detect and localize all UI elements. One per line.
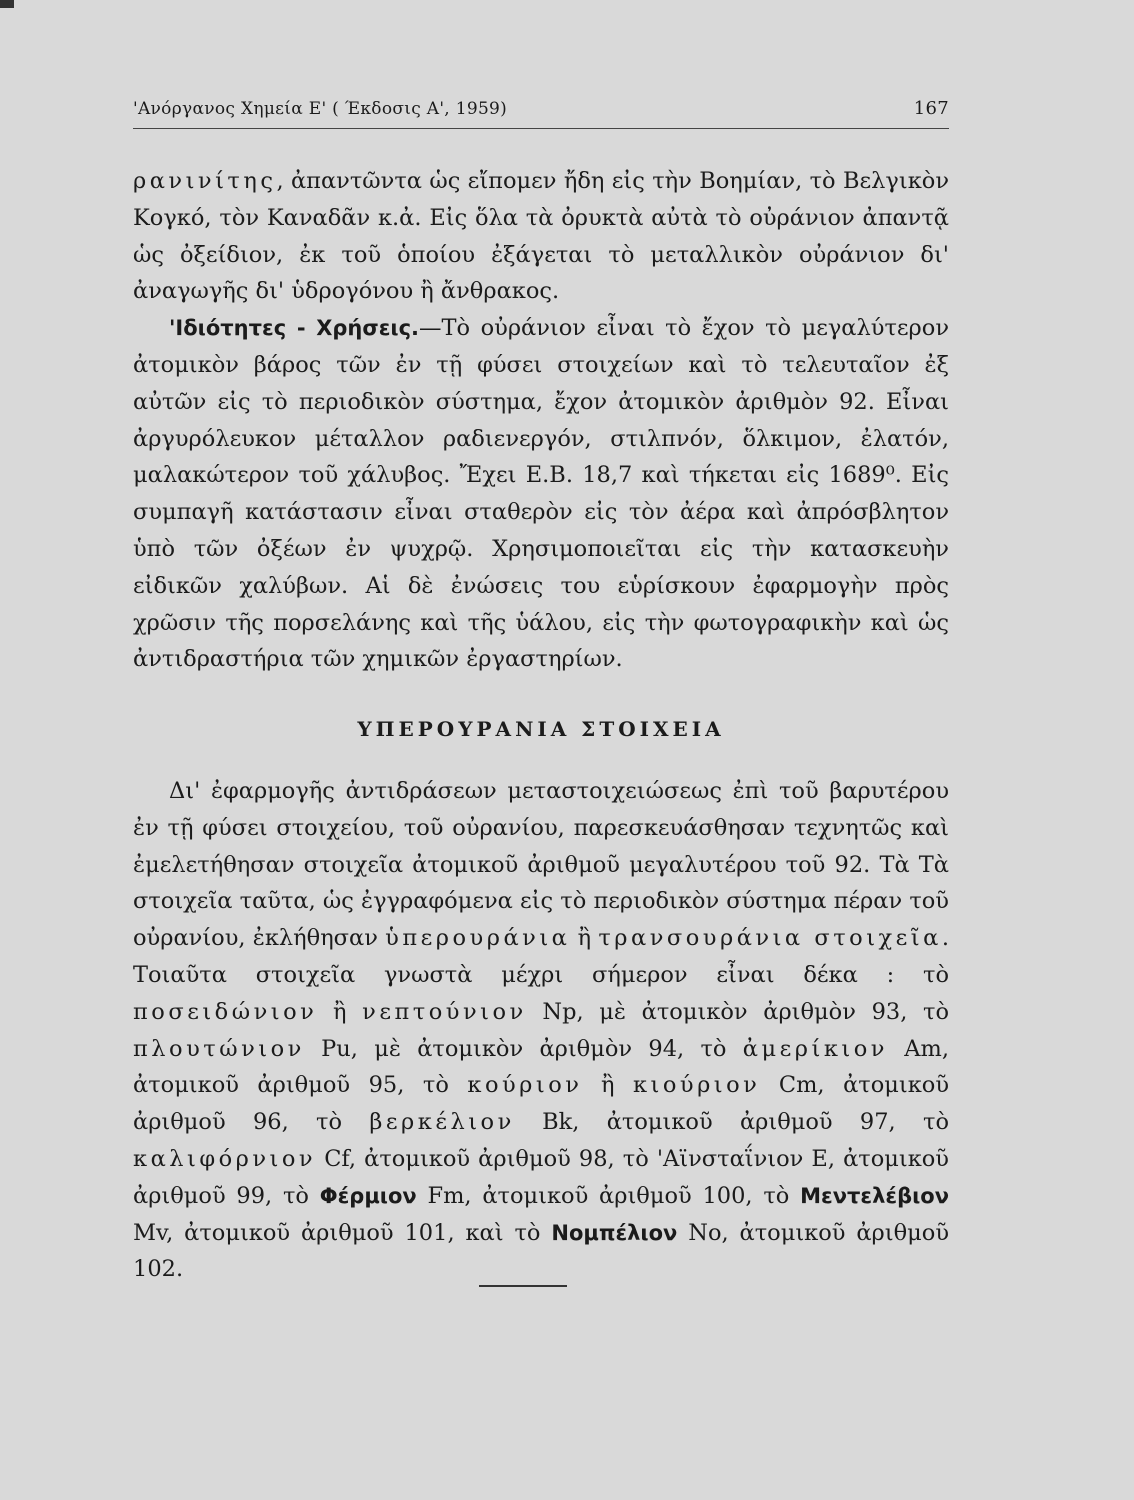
book-page bbox=[133, 98, 949, 1288]
text-run: Δι' ἐφαρμογῆς ἀντιδράσεων μεταστοιχειώσεως ἐπὶ τοῦ βαρυτέρου ἐν τῇ φύσει στοιχείου, τοῦ οὐρανίου, παρεσκευάσθησαν τεχνητῶς καὶ ἐμελετήθησαν στοιχεῖα ἀτομικοῦ ἀριθμοῦ μεγαλυτέρου τοῦ 92. Τὰ Τὰ στοιχεῖα ταῦτα, ὡς ἐγγραφόμενα εἰς τὸ περιοδικὸν σύστημα πέραν τοῦ οὐρανίου, ἐκλήθησαν bbox=[133, 777, 949, 952]
text-run: Mv, ἀτομικοῦ ἀριθμοῦ 101, καὶ τὸ bbox=[133, 1219, 541, 1246]
spaced-term: καλιφόρνιον bbox=[133, 1145, 317, 1172]
bold-term: Φέρμιον bbox=[319, 1183, 417, 1208]
bold-term: Νομπέλιον bbox=[551, 1220, 678, 1245]
paragraph-transuranic bbox=[133, 773, 949, 1288]
spaced-term: νεπτούνιον bbox=[362, 998, 527, 1025]
bold-term: Μεντελέβιον bbox=[800, 1183, 950, 1208]
spaced-term: βερκέλιον bbox=[369, 1109, 515, 1136]
spaced-term: κιούριον bbox=[632, 1072, 761, 1099]
text-run: ἢ bbox=[577, 925, 592, 952]
page-number: 167 bbox=[913, 98, 949, 119]
text-run: ἢ bbox=[332, 998, 347, 1025]
spaced-term: ἀμερίκιον bbox=[742, 1035, 888, 1062]
spaced-term: ρανινίτης bbox=[133, 168, 277, 194]
text-run: No, ἀτομικοῦ ἀριθμοῦ 102. bbox=[133, 1219, 949, 1283]
spaced-term: ποσειδώνιον bbox=[133, 998, 318, 1025]
spaced-term: κούριον bbox=[467, 1072, 583, 1099]
paragraph-text: , ἀπαντῶντα ὡς εἴπομεν ἤδη εἰς τὴν Βοημίαν, τὸ Βελγικὸν Κογκό, τὸν Καναδᾶν κ.ἀ. Εἰς ὅλα τὰ ὀρυκτὰ αὐτὰ τὸ οὐράνιον ἀπαντᾷ ὡς ὀξείδιον, ἐκ τοῦ ὁποίου ἐξάγεται τὸ μεταλλικὸν οὐράνιον δι' ἀναγωγῆς δι' ὑδρογόνου ἢ ἄνθρακος. bbox=[133, 168, 949, 305]
text-run: Cf, ἀτομικοῦ ἀριθμοῦ 98, τὸ 'Αϊνσταΐνιον Ε, ἀτομικοῦ ἀριθμοῦ 99, τὸ bbox=[133, 1145, 949, 1209]
paragraph-uraninite bbox=[133, 163, 949, 310]
spaced-term: πλουτώνιον bbox=[133, 1035, 305, 1062]
body-text bbox=[133, 163, 949, 1288]
paragraph-text: —Τὸ οὐράνιον εἶναι τὸ ἔχον τὸ μεγαλύτερον ἀτομικὸν βάρος τῶν ἐν τῇ φύσει στοιχείων καὶ τὸ τελευταῖον ἐξ αὐτῶν εἰς τὸ περιοδικὸν σύστημα, ἔχον ἀτομικὸν ἀριθμὸν 92. Εἶναι ἀργυρόλευκον μέταλλον ραδιενεργόν, στιλπνόν, ὅλκιμον, ἐλατόν, μαλακώτερον τοῦ χάλυβος. Ἔχει Ε.Β. 18,7 καὶ τήκεται εἰς 1689⁰. Εἰς συμπαγῆ κατάστασιν εἶναι σταθερὸν εἰς τὸν ἀέρα καὶ ἀπρόσβλητον ὑπὸ τῶν ὀξέων ἐν ψυχρῷ. Χρησιμοποιεῖται εἰς τὴν κατασκευὴν εἰδικῶν χαλύβων. Αἱ δὲ ἐνώσεις του εὑρίσκουν ἐφαρμογὴν πρὸς χρῶσιν τῆς πορσελάνης καὶ τῆς ὑάλου, εἰς τὴν φωτογραφικὴν καὶ ὡς ἀντιδραστήρια τῶν χημικῶν ἐργαστηρίων. bbox=[133, 315, 949, 673]
paragraph-properties bbox=[133, 310, 949, 678]
section-title: ΥΠΕΡΟΥΡΑΝΙΑ ΣΤΟΙΧΕΙΑ bbox=[357, 717, 725, 742]
paragraph-heading: 'Ιδιότητες - Χρήσεις. bbox=[169, 316, 420, 341]
text-run: Am, ἀτομικοῦ ἀριθμοῦ 95, τὸ bbox=[133, 1035, 949, 1099]
spaced-term: τρανσουράνια στοιχεῖα bbox=[598, 925, 942, 952]
scan-corner-mark bbox=[0, 0, 14, 8]
text-run: Pu, μὲ ἀτομικὸν ἀριθμὸν 94, τὸ bbox=[321, 1035, 727, 1062]
running-title: 'Ανόργανος Χημεία Ε' ( Έκδοσις Α', 1959) bbox=[133, 99, 508, 119]
text-run: Bk, ἀτομικοῦ ἀριθμοῦ 97, τὸ bbox=[542, 1109, 949, 1136]
text-run: ἢ bbox=[600, 1072, 615, 1099]
spaced-term: ὑπερουράνια bbox=[385, 925, 571, 952]
text-run: Fm, ἀτομικοῦ ἀριθμοῦ 100, τὸ bbox=[427, 1182, 790, 1209]
text-run: Cm, ἀτομικοῦ ἀριθμοῦ 96, τὸ bbox=[133, 1072, 950, 1136]
text-run: . Τοιαῦτα στοιχεῖα γνωστὰ μέχρι σήμερον εἶναι δέκα : τὸ bbox=[133, 925, 949, 988]
end-rule bbox=[479, 1285, 567, 1287]
running-header bbox=[133, 98, 949, 129]
text-run: Np, μὲ ἀτομικὸν ἀριθμὸν 93, τὸ bbox=[542, 998, 950, 1025]
